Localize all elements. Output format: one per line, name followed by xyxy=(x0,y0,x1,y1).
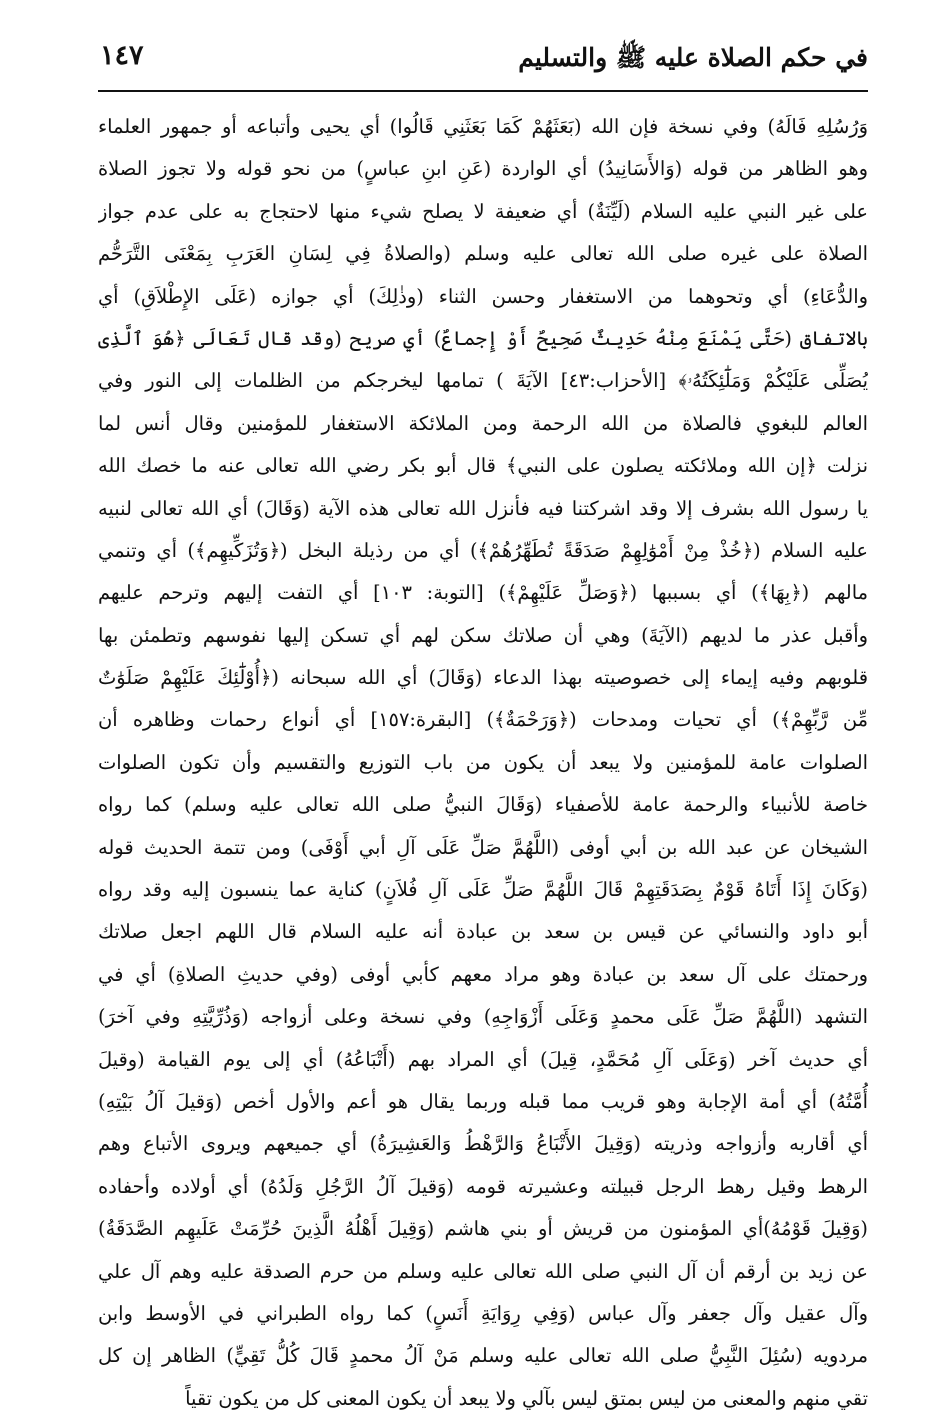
text-line: (وَقِيلَ قَوْمُهُ)أي المؤمنون من قريش أو بني هاشم (وَقِيلَ أَهْلُهُ الَّذِينَ حُرِّمَتْ عَلَيهِم الصَّدَقَةُ) xyxy=(98,1217,868,1241)
text-line: بالاتفاق (حَتَّى يَمْنَعَ مِنْهُ حَدِيثٌ صَحِيحٌ أَوْ إِجماعٌ) أي صريح (وقد قال تَعَالَى ﴿هُوَ ٱلَّذِى xyxy=(98,326,868,350)
text-line: والدُّعَاءِ) أي وتحوهما من الاستغفار وحسن الثناء (وذٰلِكَ) أي جوازه (عَلَى الإِطْلاَقِ) أي xyxy=(98,284,868,308)
body-text xyxy=(98,106,868,1420)
text-line: أي حديث آخر (وَعَلَى آلِ مُحَمَّدٍ، قِيلَ) أي المراد بهم (أَتْبَاعُهُ) أي إلى يوم القيامة (وقيلَ xyxy=(98,1047,868,1071)
text-line: التشهد (اللَّهُمَّ صَلِّ عَلَى محمدٍ وَعَلَى أَزْوَاجِهِ) وفي نسخة وعلى أزواجه (وَذُرِّيَّتِهِ وفي آخرَ) xyxy=(98,1005,868,1029)
text-line: العالم للبغوي فالصلاة من الله الرحمة ومن الملائكة الاستغفار للمؤمنين وقال أنس لما xyxy=(98,411,868,435)
text-line: أي أقاربه وأزواجه وذريته (وَقِيلَ الأَتْبَاعُ وَالرَّهْطُ وَالعَشِيرَةُ) أي جميعهم ويروى الأتباع وهم xyxy=(98,1132,868,1156)
text-line: مِّن رَّبِّهِمْ﴾) أي تحيات ومدحات (﴿وَرَحْمَةٌ﴾) [البقرة:١٥٧] أي أنواع رحمات وظاهره أن xyxy=(98,708,868,732)
text-line: وأقبل عذر ما لديهم (الآيَةَ) وهي أن صلاتك سكن لهم أي تسكن إليها نفوسهم وتطمئن بها xyxy=(98,623,868,647)
text-line: مردويه (سُئِلَ النَّبِيُّ صلى الله تعالى عليه وسلم مَنْ آلُ محمدٍ قَالَ كُلُّ تَقِيٍّ) الظاهر إن كل xyxy=(98,1344,868,1368)
text-line: على غير النبي عليه السلام (لَيِّنَةٌ) أي ضعيفة لا يصلح شيء منها لاحتجاج به على عدم جواز xyxy=(98,199,868,223)
text-line: الصلوات عامة للمؤمنين ولا يبعد أن يكون من باب التوزيع والتقسيم وأن تكون الصلوات xyxy=(98,750,868,774)
text-line: يُصَلِّى عَلَيْكُمْ وَمَلَٰٓئِكَتُهُۥ﴾ [الأحزاب:٤٣] الآيَةَ ) تمامها ليخرجكم من الظلمات إلى النور وفي xyxy=(98,369,868,393)
text-line: وهو الظاهر من قوله (وَالأَسَانِيدُ) أي الواردة (عَنِ ابنِ عباسٍ) من نحو قوله ولا تجوز الصلاة xyxy=(98,157,868,181)
text-line: الرهط وقيل رهط الرجل قبيلته وعشيرته قومه (وَقيلَ آلُ الرَّجُلِ وَلَدُهُ) أي أولاده وأحفاده xyxy=(98,1174,868,1198)
text-line: وآل عقيل وآل جعفر وآل عباس (وَفِي رِوَايَةِ أَنَسٍ) كما رواه الطبراني في الأوسط وابن xyxy=(98,1301,868,1325)
text-line: يا رسول الله بشرف إلا وقد اشركتنا فيه فأنزل الله تعالى هذه الآية (وَقَالَ) أي الله تعالى لنبيه xyxy=(98,496,868,520)
text-line: ورحمتك على آل سعد بن عبادة وهو مراد معهم كأبي أوفى (وفي حديثِ الصلاةِ) أي في xyxy=(98,962,868,986)
text-line: الشيخان عن عبد الله بن أبي أوفى (اللَّهُمَّ صَلِّ عَلَى آلِ أبي أَوْفَى) ومن تتمة الحديث قوله xyxy=(98,835,868,859)
book-page xyxy=(98,28,868,1410)
text-line: وَرُسُلِهِ فَالَهُ) وفي نسخة فإن الله (بَعَثَهُمْ كَمَا بَعَثَنِي قَالُوا) أي يحيى وأتباعه أو جمهور العلماء xyxy=(98,115,868,138)
text-line: خاصة للأنبياء والرحمة عامة للأصفياء (وَقَالَ النبيُّ صلى الله تعالى عليه وسلم) كما رواه xyxy=(98,793,868,817)
text-line: نزلت ﴿إن الله وملائكته يصلون على النبي﴾ قال أبو بكر رضي الله تعالى عنه ما خصك الله xyxy=(98,454,868,478)
text-line: أُمَّتُهُ) أي أمة الإجابة وهو قريب مما قبله وربما يقال هو أعم والأول أخص (وَقيلَ آلُ بَيْتِهِ) xyxy=(98,1089,868,1113)
text-line: تقي منهم والمعنى من ليس بمتق ليس بآلي ولا يبعد أن يكون المعنى كل من يكون تقياً xyxy=(185,1386,868,1410)
text-line: أبو داود والنسائي عن قيس بن سعد بن عبادة أنه عليه السلام قال اللهم اجعل صلاتك xyxy=(98,920,868,944)
page-header xyxy=(98,28,868,92)
text-line: الصلاة على غيره صلى الله تعالى عليه وسلم (والصلاةُ فِي لِسَانِ العَرَبِ بِمَعْنَى التَّرَحُّم xyxy=(98,242,868,266)
text-line: قلوبهم وفيه إيماء إلى خصوصيته بهذا الدعاء (وَقَالَ) أي الله سبحانه (﴿أُوْلَٰٓئِكَ عَلَيْهِمْ صَلَوَٰتٌ xyxy=(98,666,868,690)
text-line: عليه السلام (﴿خُذْ مِنْ أَمْوَٰلِهِمْ صَدَقَةً تُطَهِّرُهُمْ﴾) أي من رذيلة البخل (﴿وَتُزَكِّيهِم﴾) أي وتنمي xyxy=(98,538,868,562)
text-line: (وَكَانَ إِذَا أَتَاهُ قَوْمٌ بِصَدَقَتِهِمْ قَالَ اللَّهُمَّ صَلِّ عَلَى آلِ فُلاَنٍ) كناية عما ينسبون إليه وقد رواه xyxy=(98,878,868,902)
page-number: ١٤٧ xyxy=(100,40,144,71)
running-title: في حكم الصلاة عليه ﷺ والتسليم xyxy=(518,43,868,72)
text-line: عن زيد بن أرقم أن آل النبي صلى الله تعالى عليه وسلم من حرم الصدقة عليه وهم آل علي xyxy=(98,1259,868,1283)
text-line: مالهم (﴿بِهَا﴾) أي بسببها (﴿وَصَلِّ عَلَيْهِمْ﴾) [التوبة: ١٠٣] أي التفت إليهم وترحم عليهم xyxy=(98,581,868,605)
